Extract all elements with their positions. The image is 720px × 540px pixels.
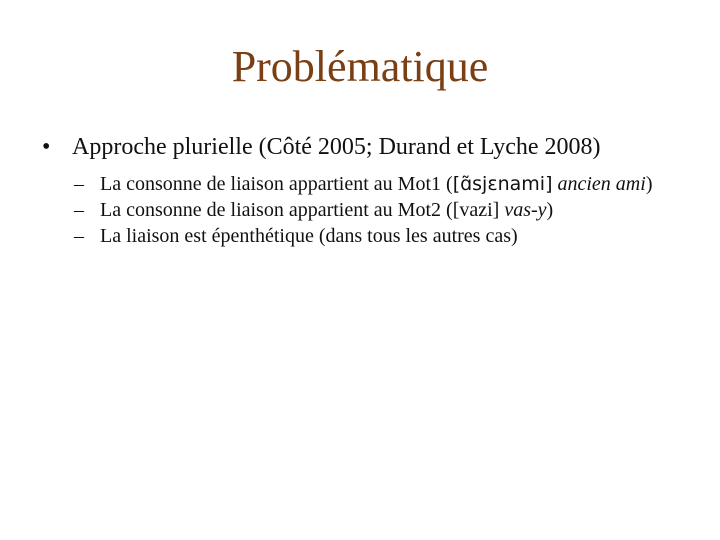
sub-list xyxy=(42,171,682,249)
sub-item-lead: La consonne de liaison appartient au Mot2 ( xyxy=(100,199,453,221)
ipa-transcription: [ɑ̃sjɛnami] xyxy=(452,173,553,195)
dash-icon: – xyxy=(74,225,84,247)
sub-item-mot1 xyxy=(42,171,682,197)
ipa-transcription: [vazi] xyxy=(452,199,500,221)
bullet-text: Approche plurielle (Côté 2005; Durand et Lyche 2008) xyxy=(72,134,601,160)
slide-content xyxy=(42,132,682,249)
dash-icon: – xyxy=(74,199,84,221)
sub-item-lead: La consonne de liaison appartient au Mot1 ( xyxy=(100,173,453,195)
sub-item-mot2 xyxy=(42,197,682,223)
slide-title: Problématique xyxy=(231,42,489,91)
bullet-icon: • xyxy=(42,134,51,160)
sub-item-tail: ) xyxy=(645,173,653,195)
sub-item-text: La liaison est épenthétique (dans tous les autres cas) xyxy=(100,225,518,247)
bullet-item xyxy=(42,132,682,163)
example-word: ancien ami xyxy=(557,173,646,195)
dash-icon: – xyxy=(74,173,84,195)
example-word: vas-y xyxy=(504,199,547,221)
sub-item-tail: ) xyxy=(546,199,554,221)
sub-item-epenthetic xyxy=(42,223,682,249)
